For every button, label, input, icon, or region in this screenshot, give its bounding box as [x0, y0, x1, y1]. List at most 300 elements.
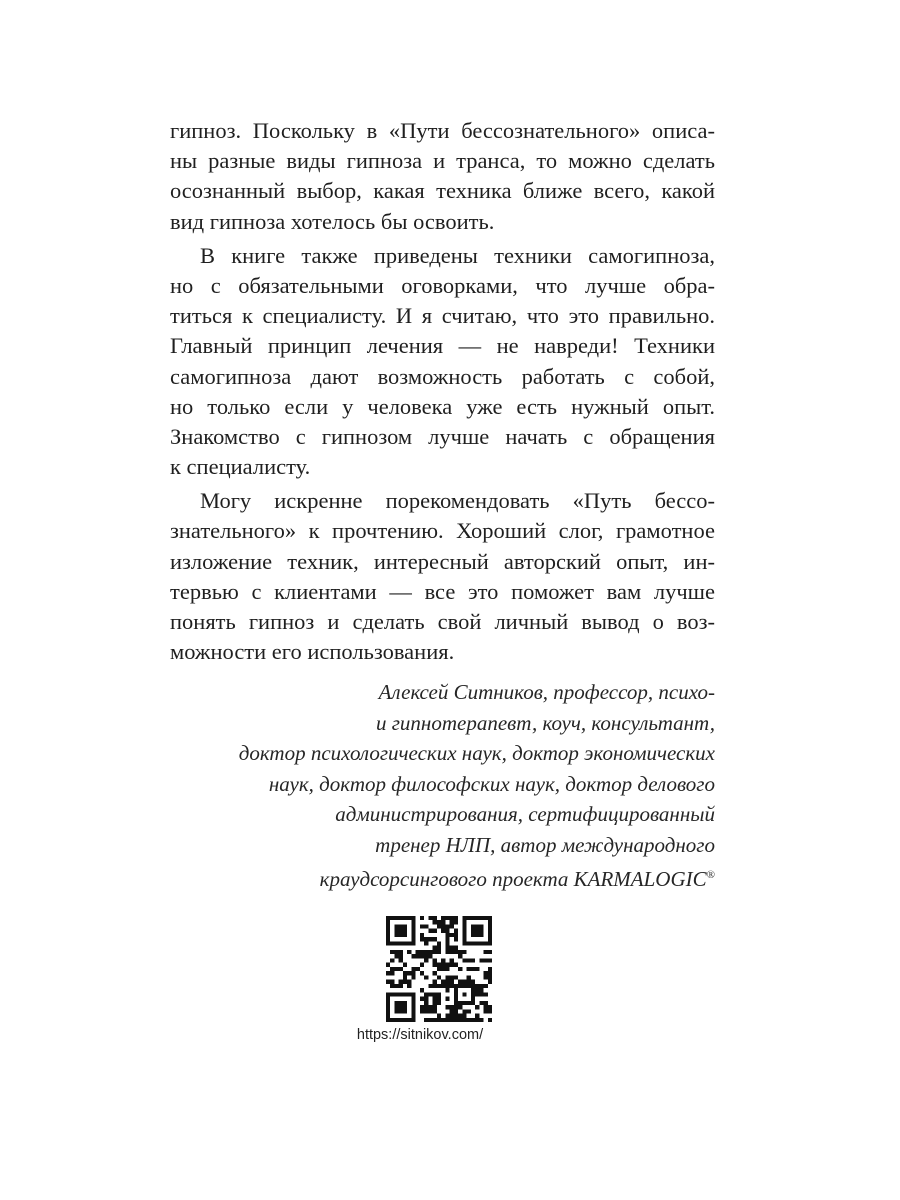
qr-module	[386, 924, 390, 928]
qr-module	[471, 997, 475, 1001]
qr-module	[411, 954, 415, 958]
qr-module	[411, 967, 415, 971]
qr-module	[441, 916, 445, 920]
qr-module	[403, 1018, 407, 1022]
qr-module	[454, 975, 458, 979]
qr-module	[437, 963, 441, 967]
qr-module	[441, 920, 445, 924]
qr-module	[445, 963, 449, 967]
qr-module	[433, 946, 437, 950]
qr-module	[458, 1005, 462, 1009]
qr-module	[462, 920, 466, 924]
qr-module	[420, 924, 424, 928]
qr-module	[390, 971, 394, 975]
qr-module	[424, 1005, 428, 1009]
qr-module	[441, 924, 445, 928]
qr-module	[445, 967, 449, 971]
qr-module	[484, 992, 488, 996]
qr-module	[462, 929, 466, 933]
qr-module	[475, 933, 479, 937]
qr-module	[450, 950, 454, 954]
qr-module	[475, 984, 479, 988]
text-line: титься к специалисту. И я считаю, что это правильно.	[170, 303, 715, 329]
text-line: гипноз. Поскольку в «Пути бессознательного» описа-	[170, 118, 715, 143]
qr-module	[467, 1001, 471, 1005]
qr-module	[394, 954, 398, 958]
qr-module	[450, 916, 454, 920]
qr-module	[433, 1018, 437, 1022]
qr-module	[488, 980, 492, 984]
qr-module	[390, 958, 394, 962]
qr-module	[403, 992, 407, 996]
qr-module	[445, 984, 449, 988]
qr-module	[394, 992, 398, 996]
qr-module	[437, 924, 441, 928]
qr-module	[467, 975, 471, 979]
qr-module	[441, 984, 445, 988]
qr-module	[454, 984, 458, 988]
qr-module	[450, 980, 454, 984]
qr-module	[462, 958, 466, 962]
qr-module	[394, 929, 398, 933]
qr-module	[394, 1018, 398, 1022]
qr-module	[386, 1018, 390, 1022]
qr-module	[471, 916, 475, 920]
qr-module	[471, 988, 475, 992]
qr-module	[386, 997, 390, 1001]
qr-module	[479, 988, 483, 992]
text-line: тервью с клиентами — все это поможет вам лучше	[170, 578, 715, 604]
qr-module	[462, 933, 466, 937]
paragraph-2	[170, 241, 715, 483]
qr-module	[488, 950, 492, 954]
qr-module	[394, 941, 398, 945]
qr-module	[433, 997, 437, 1001]
qr-module	[394, 950, 398, 954]
qr-module	[450, 1018, 454, 1022]
qr-module	[479, 1018, 483, 1022]
text-line: понять гипноз и сделать свой личный вывод о воз-	[170, 609, 715, 634]
qr-module	[407, 950, 411, 954]
signature-line: администрирования, сертифицированный	[335, 802, 715, 826]
qr-module	[386, 937, 390, 941]
qr-module	[437, 1014, 441, 1018]
qr-module	[475, 967, 479, 971]
qr-module	[445, 929, 449, 933]
qr-module	[399, 958, 403, 962]
qr-module	[386, 971, 390, 975]
qr-module	[467, 1009, 471, 1013]
qr-module	[441, 958, 445, 962]
qr-module	[428, 929, 432, 933]
qr-module	[394, 1005, 398, 1009]
qr-module	[484, 984, 488, 988]
qr-module	[450, 984, 454, 988]
qr-module	[454, 997, 458, 1001]
qr-module	[471, 1018, 475, 1022]
qr-module	[399, 967, 403, 971]
qr-module	[475, 941, 479, 945]
qr-module	[454, 920, 458, 924]
qr-module	[471, 967, 475, 971]
qr-module	[411, 941, 415, 945]
qr-module	[403, 916, 407, 920]
qr-module	[488, 924, 492, 928]
qr-module	[445, 941, 449, 945]
qr-module	[411, 997, 415, 1001]
qr-module	[450, 975, 454, 979]
signature-project: краудсорсингового проекта KARMALOGIC	[319, 867, 707, 891]
qr-module	[454, 963, 458, 967]
qr-module	[437, 1001, 441, 1005]
qr-module	[424, 1009, 428, 1013]
qr-module	[433, 980, 437, 984]
qr-module	[462, 950, 466, 954]
qr-module	[475, 992, 479, 996]
qr-module	[488, 971, 492, 975]
qr-module	[407, 971, 411, 975]
qr-module	[454, 992, 458, 996]
qr-module	[479, 916, 483, 920]
qr-module	[441, 980, 445, 984]
qr-module	[411, 971, 415, 975]
qr-module	[416, 950, 420, 954]
qr-module	[411, 992, 415, 996]
qr-module	[416, 967, 420, 971]
qr-module	[479, 941, 483, 945]
qr-module	[467, 941, 471, 945]
qr-module	[433, 950, 437, 954]
qr-module	[462, 984, 466, 988]
qr-module	[390, 916, 394, 920]
qr-module	[471, 1001, 475, 1005]
qr-module	[416, 954, 420, 958]
qr-module	[433, 971, 437, 975]
qr-module	[445, 924, 449, 928]
qr-module	[424, 1018, 428, 1022]
qr-module	[458, 950, 462, 954]
qr-module	[462, 980, 466, 984]
qr-module	[471, 980, 475, 984]
qr-module	[488, 975, 492, 979]
text-line: осознанный выбор, какая техника ближе всего, какой	[170, 178, 715, 204]
qr-module	[386, 1014, 390, 1018]
qr-module	[390, 941, 394, 945]
qr-module	[390, 967, 394, 971]
qr-module	[386, 916, 390, 920]
qr-module	[454, 988, 458, 992]
qr-module	[454, 1018, 458, 1022]
qr-module	[420, 997, 424, 1001]
qr-module	[484, 975, 488, 979]
qr-module	[450, 1014, 454, 1018]
qr-module	[390, 980, 394, 984]
qr-module	[462, 992, 466, 996]
text-line: вид гипноза хотелось бы освоить.	[170, 208, 495, 234]
qr-module	[454, 1001, 458, 1005]
qr-module	[420, 937, 424, 941]
qr-module	[411, 937, 415, 941]
qr-module	[479, 958, 483, 962]
qr-module	[479, 992, 483, 996]
qr-module	[399, 929, 403, 933]
qr-module	[437, 950, 441, 954]
qr-module	[399, 950, 403, 954]
qr-module	[411, 1001, 415, 1005]
qr-module	[424, 992, 428, 996]
qr-module	[479, 929, 483, 933]
qr-module	[386, 1005, 390, 1009]
qr-module	[445, 975, 449, 979]
qr-module	[488, 916, 492, 920]
qr-module	[411, 1018, 415, 1022]
paragraph-3	[170, 486, 715, 667]
qr-module	[407, 941, 411, 945]
website-url[interactable]: https://sitnikov.com/	[356, 1027, 484, 1043]
signature-line: тренер НЛП, автор международного	[375, 832, 715, 857]
signature-line: наук, доктор философских наук, доктор делового	[268, 771, 715, 796]
qr-module	[399, 1005, 403, 1009]
qr-module	[411, 916, 415, 920]
qr-module	[462, 1014, 466, 1018]
qr-module	[462, 1018, 466, 1022]
qr-module	[407, 980, 411, 984]
qr-module	[433, 916, 437, 920]
qr-module	[437, 967, 441, 971]
qr-module	[441, 967, 445, 971]
qr-module	[445, 946, 449, 950]
qr-module	[428, 1018, 432, 1022]
qr-code[interactable]	[386, 916, 492, 1022]
qr-module	[386, 980, 390, 984]
qr-module	[445, 950, 449, 954]
qr-module	[433, 992, 437, 996]
qr-module	[433, 1001, 437, 1005]
qr-module	[399, 1009, 403, 1013]
qr-module	[394, 984, 398, 988]
qr-module	[399, 941, 403, 945]
qr-module	[428, 916, 432, 920]
qr-module	[407, 916, 411, 920]
text-line: знательного» к прочтению. Хороший слог, грамотное	[170, 518, 715, 544]
qr-module	[428, 950, 432, 954]
qr-module	[471, 924, 475, 928]
qr-module	[424, 997, 428, 1001]
qr-module	[403, 1005, 407, 1009]
qr-module	[445, 916, 449, 920]
qr-module	[445, 1014, 449, 1018]
qr-module	[390, 1018, 394, 1022]
qr-module	[484, 950, 488, 954]
qr-module	[437, 946, 441, 950]
qr-module	[411, 975, 415, 979]
qr-module	[467, 916, 471, 920]
qr-module	[479, 933, 483, 937]
text-line: но с обязательными оговорками, что лучше обра-	[170, 272, 715, 298]
qr-module	[454, 933, 458, 937]
qr-module	[394, 967, 398, 971]
qr-module	[458, 980, 462, 984]
qr-module	[386, 929, 390, 933]
qr-module	[484, 1001, 488, 1005]
qr-module	[484, 1009, 488, 1013]
text-line: но только если у человека уже есть нужный опыт.	[170, 393, 715, 419]
qr-module	[450, 924, 454, 928]
qr-module	[467, 967, 471, 971]
qr-module	[488, 920, 492, 924]
qr-module	[433, 963, 437, 967]
qr-module	[424, 950, 428, 954]
qr-module	[488, 1009, 492, 1013]
qr-module	[437, 1018, 441, 1022]
text-line: В книге также приведены техники самогипноза,	[200, 242, 715, 268]
qr-module	[390, 984, 394, 988]
qr-module	[394, 933, 398, 937]
qr-module	[445, 937, 449, 941]
qr-module	[479, 924, 483, 928]
qr-module	[420, 933, 424, 937]
qr-module	[390, 992, 394, 996]
qr-module	[386, 941, 390, 945]
text-line: Могу искренне порекомендовать «Путь бессо-	[200, 488, 715, 514]
qr-module	[424, 941, 428, 945]
qr-module	[475, 1018, 479, 1022]
qr-module	[479, 984, 483, 988]
qr-module	[428, 954, 432, 958]
signature-line: и гипнотерапевт, коуч, консультант,	[375, 710, 715, 735]
paragraph-1	[170, 116, 715, 237]
qr-module	[403, 975, 407, 979]
qr-module	[424, 1001, 428, 1005]
qr-module	[445, 997, 449, 1001]
qr-module	[420, 1009, 424, 1013]
text-line: ны разные виды гипноза и транса, то можно сделать	[170, 148, 715, 174]
qr-module	[386, 992, 390, 996]
qr-module	[399, 1001, 403, 1005]
qr-module	[450, 920, 454, 924]
text-line: самогипноза дают возможность работать с собой,	[170, 363, 715, 389]
qr-module	[411, 1009, 415, 1013]
qr-module	[479, 1001, 483, 1005]
qr-module	[484, 941, 488, 945]
qr-module	[428, 1005, 432, 1009]
qr-module	[420, 1005, 424, 1009]
qr-module	[462, 924, 466, 928]
text-line: Главный принцип лечения — не навреди! Техники	[170, 333, 715, 359]
qr-module	[399, 980, 403, 984]
qr-module	[462, 1001, 466, 1005]
qr-module	[386, 963, 390, 967]
qr-module	[394, 916, 398, 920]
qr-module	[458, 967, 462, 971]
qr-module	[471, 941, 475, 945]
qr-module	[433, 984, 437, 988]
qr-module	[454, 1009, 458, 1013]
qr-module	[424, 924, 428, 928]
qr-module	[475, 988, 479, 992]
qr-module	[394, 1009, 398, 1013]
qr-module	[420, 963, 424, 967]
qr-module	[403, 933, 407, 937]
qr-module	[437, 984, 441, 988]
qr-module	[437, 941, 441, 945]
qr-module	[407, 992, 411, 996]
qr-module	[433, 920, 437, 924]
qr-module	[462, 1009, 466, 1013]
qr-module	[450, 1005, 454, 1009]
qr-module	[458, 954, 462, 958]
qr-module	[403, 929, 407, 933]
qr-module	[394, 1001, 398, 1005]
qr-module	[475, 1005, 479, 1009]
qr-module	[407, 1018, 411, 1022]
qr-module	[445, 933, 449, 937]
qr-module	[399, 924, 403, 928]
qr-module	[428, 937, 432, 941]
qr-module	[475, 916, 479, 920]
qr-module	[411, 929, 415, 933]
qr-module	[471, 958, 475, 962]
qr-module	[488, 967, 492, 971]
qr-module	[433, 937, 437, 941]
signature-line: доктор психологических наук, доктор экономических	[238, 741, 715, 765]
qr-module	[445, 1018, 449, 1022]
qr-module	[450, 946, 454, 950]
qr-module	[428, 1009, 432, 1013]
qr-module	[420, 971, 424, 975]
qr-module	[407, 984, 411, 988]
qr-module	[450, 1009, 454, 1013]
qr-module	[488, 937, 492, 941]
qr-module	[420, 988, 424, 992]
qr-module	[399, 933, 403, 937]
qr-module	[424, 975, 428, 979]
qr-module	[420, 950, 424, 954]
qr-module	[467, 984, 471, 988]
qr-module	[433, 1005, 437, 1009]
qr-module	[488, 1018, 492, 1022]
qr-module	[399, 916, 403, 920]
qr-module	[445, 988, 449, 992]
qr-module	[420, 954, 424, 958]
qr-module	[420, 916, 424, 920]
qr-module	[403, 1001, 407, 1005]
qr-module	[454, 946, 458, 950]
qr-module	[403, 924, 407, 928]
qr-module	[488, 958, 492, 962]
qr-module	[458, 1014, 462, 1018]
qr-module	[428, 992, 432, 996]
qr-module	[488, 929, 492, 933]
qr-module	[399, 1018, 403, 1022]
qr-module	[399, 954, 403, 958]
text-line: Знакомство с гипнозом лучше начать с обращения	[170, 423, 715, 449]
qr-module	[462, 941, 466, 945]
qr-module	[386, 1009, 390, 1013]
qr-module	[467, 1018, 471, 1022]
qr-module	[467, 980, 471, 984]
qr-module	[433, 929, 437, 933]
qr-module	[437, 920, 441, 924]
qr-module	[450, 958, 454, 962]
qr-module	[484, 958, 488, 962]
text-line: изложение техник, интересный авторский опыт, ин-	[170, 548, 715, 574]
signature-line: Алексей Ситников, профессор, психо-	[378, 680, 715, 704]
qr-module	[411, 1005, 415, 1009]
qr-module	[411, 1014, 415, 1018]
qr-module	[441, 963, 445, 967]
qr-module	[386, 920, 390, 924]
